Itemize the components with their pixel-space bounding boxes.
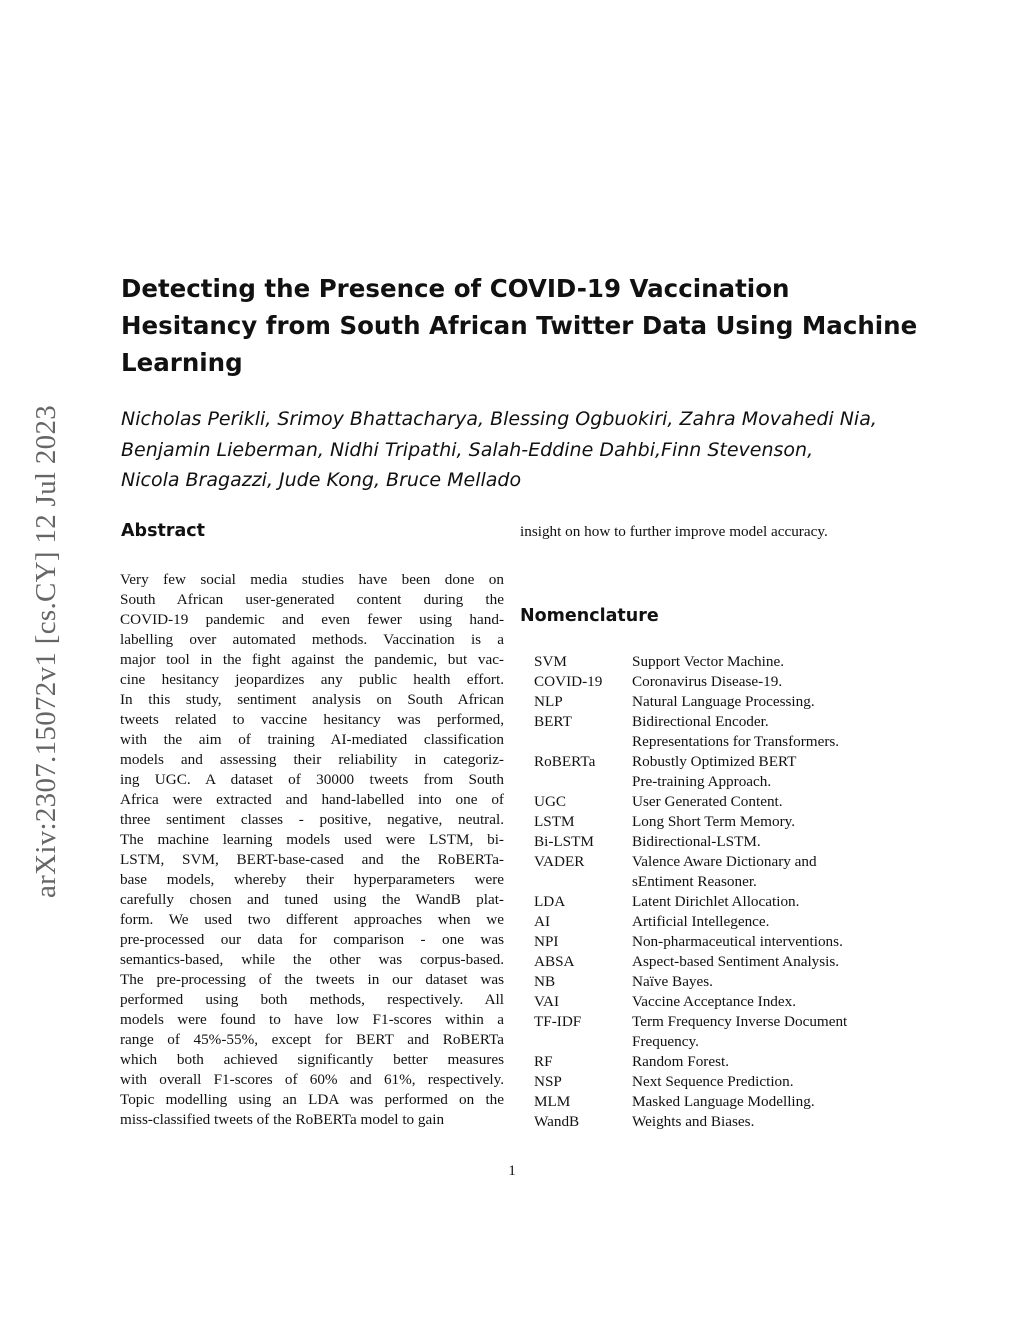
nomenclature-abbreviation: RF xyxy=(534,1053,553,1070)
nomenclature-definition xyxy=(632,812,902,832)
abstract-line: models and assessing their reliability in categoriz- xyxy=(120,751,504,768)
author-line: Benjamin Lieberman, Nidhi Tripathi, Salah-Eddine Dahbi,Finn Stevenson, xyxy=(121,438,814,461)
nomenclature-definition xyxy=(632,1092,902,1112)
definition-line: Natural Language Processing. xyxy=(632,693,815,710)
abstract-line: labelling over automated methods. Vaccination is a xyxy=(120,631,504,648)
definition-line: Bidirectional-LSTM. xyxy=(632,833,761,850)
nomenclature-abbreviation: VADER xyxy=(534,853,585,870)
nomenclature-item xyxy=(534,812,902,832)
abstract-line: South African user-generated content during the xyxy=(120,591,504,608)
nomenclature-definition xyxy=(632,792,902,812)
nomenclature-abbreviation: AI xyxy=(534,913,551,930)
nomenclature-abbreviation: LDA xyxy=(534,893,566,910)
nomenclature-definition xyxy=(632,652,902,672)
definition-line: Coronavirus Disease-19. xyxy=(632,673,783,690)
abstract-line: range of 45%-55%, except for BERT and RoBERTa xyxy=(120,1031,504,1048)
author-list xyxy=(121,404,941,496)
nomenclature-definition xyxy=(632,932,902,952)
nomenclature-abbreviation: MLM xyxy=(534,1093,571,1110)
nomenclature-item xyxy=(534,672,902,692)
nomenclature-item xyxy=(534,712,902,752)
abstract-line: three sentiment classes - positive, negative, neutral. xyxy=(120,811,504,828)
nomenclature-item xyxy=(534,912,902,932)
abstract-line: performed using both methods, respectively. All xyxy=(120,991,504,1008)
abstract-body xyxy=(120,570,504,1130)
abstract-line: Topic modelling using an LDA was performed on the xyxy=(120,1091,504,1108)
abstract-line: base models, whereby their hyperparameters were xyxy=(120,871,504,888)
definition-line: Random Forest. xyxy=(632,1053,730,1070)
abstract-line: form. We used two different approaches when we xyxy=(120,911,504,928)
abstract-line: tweets related to vaccine hesitancy was performed, xyxy=(120,711,504,728)
nomenclature-abbreviation: NB xyxy=(534,973,556,990)
abstract-continuation: insight on how to further improve model accuracy. xyxy=(520,523,828,540)
nomenclature-item xyxy=(534,1072,902,1092)
nomenclature-definition xyxy=(632,912,902,932)
abstract-line: In this study, sentiment analysis on South African xyxy=(120,691,504,708)
page-number: 1 xyxy=(508,1162,516,1179)
abstract-heading: Abstract xyxy=(121,521,206,541)
abstract-line: miss-classified tweets of the RoBERTa model to gain xyxy=(120,1111,445,1128)
nomenclature-item xyxy=(534,892,902,912)
title-line: Hesitancy from South African Twitter Data Using Machine xyxy=(121,311,918,340)
nomenclature-item xyxy=(534,992,902,1012)
abstract-line: major tool in the fight against the pandemic, but vac- xyxy=(120,651,504,668)
abstract-line: with overall F1-scores of 60% and 61%, respectively. xyxy=(120,1071,504,1088)
nomenclature-definition xyxy=(632,1112,902,1132)
nomenclature-definition xyxy=(632,1072,902,1092)
nomenclature-abbreviation: COVID-19 xyxy=(534,673,603,690)
definition-line: Naïve Bayes. xyxy=(632,973,713,990)
nomenclature-abbreviation: NLP xyxy=(534,693,563,710)
abstract-line: models were found to have low F1-scores within a xyxy=(120,1011,504,1028)
arxiv-sidebar xyxy=(18,362,76,940)
nomenclature-abbreviation: LSTM xyxy=(534,813,575,830)
nomenclature-abbreviation: SVM xyxy=(534,653,567,670)
nomenclature-item xyxy=(534,1012,902,1052)
abstract-line: carefully chosen and tuned using the WandB plat- xyxy=(120,891,504,908)
nomenclature-definition xyxy=(632,972,902,992)
nomenclature-abbreviation: VAI xyxy=(534,993,560,1010)
abstract-line: cine hesitancy jeopardizes any public health effort. xyxy=(120,671,504,688)
nomenclature-abbreviation: WandB xyxy=(534,1113,580,1130)
nomenclature-abbreviation: ABSA xyxy=(534,953,575,970)
abstract-line: Very few social media studies have been done on xyxy=(120,571,504,588)
abstract-line: The machine learning models used were LSTM, bi- xyxy=(120,831,504,848)
nomenclature-definition xyxy=(632,1012,902,1052)
definition-line: Artificial Intellegence. xyxy=(632,913,770,930)
definition-line: Non-pharmaceutical interventions. xyxy=(632,933,843,950)
nomenclature-abbreviation: TF-IDF xyxy=(534,1013,582,1030)
definition-line: Next Sequence Prediction. xyxy=(632,1073,794,1090)
nomenclature-heading: Nomenclature xyxy=(520,606,659,626)
nomenclature-item xyxy=(534,1092,902,1112)
nomenclature-definition xyxy=(632,892,902,912)
abstract-line: semantics-based, while the other was corpus-based. xyxy=(120,951,504,968)
title-line: Detecting the Presence of COVID-19 Vaccination xyxy=(121,274,790,303)
abstract-line: ing UGC. A dataset of 30000 tweets from South xyxy=(120,771,504,788)
definition-line: Robustly Optimized BERT xyxy=(632,753,797,770)
arxiv-identifier: arXiv:2307.15072v1 [cs.CY] 12 Jul 2023 xyxy=(30,404,63,898)
nomenclature-abbreviation: UGC xyxy=(534,793,567,810)
author-line: Nicholas Perikli, Srimoy Bhattacharya, Blessing Ogbuokiri, Zahra Movahedi Nia, xyxy=(121,408,877,430)
definition-line: Term Frequency Inverse Document xyxy=(632,1013,848,1030)
abstract-line: COVID-19 pandemic and even fewer using hand- xyxy=(120,611,504,628)
abstract-line: with the aim of training AI-mediated classification xyxy=(120,731,504,748)
nomenclature-item xyxy=(534,1112,902,1132)
nomenclature-definition xyxy=(632,992,902,1012)
definition-line: sEntiment Reasoner. xyxy=(632,873,757,890)
definition-line: Masked Language Modelling. xyxy=(632,1093,815,1110)
nomenclature-definition xyxy=(632,672,902,692)
nomenclature-item xyxy=(534,752,902,792)
nomenclature-item xyxy=(534,852,902,892)
nomenclature-abbreviation: BERT xyxy=(534,713,572,730)
nomenclature-item xyxy=(534,692,902,712)
definition-line: User Generated Content. xyxy=(632,793,783,810)
definition-line: Valence Aware Dictionary and xyxy=(632,853,817,870)
definition-line: Frequency. xyxy=(632,1033,699,1050)
nomenclature-abbreviation: NPI xyxy=(534,933,559,950)
nomenclature-item xyxy=(534,792,902,812)
nomenclature-definition xyxy=(632,692,902,712)
definition-line: Bidirectional Encoder. xyxy=(632,713,769,730)
nomenclature-abbreviation: NSP xyxy=(534,1073,562,1090)
nomenclature-definition xyxy=(632,1052,902,1072)
definition-line: Weights and Biases. xyxy=(632,1113,755,1130)
definition-line: Pre-training Approach. xyxy=(632,773,772,790)
paper-title xyxy=(121,270,921,381)
nomenclature-item xyxy=(534,832,902,852)
definition-line: Aspect-based Sentiment Analysis. xyxy=(632,953,840,970)
abstract-line: Africa were extracted and hand-labelled into one of xyxy=(120,791,504,808)
definition-line: Support Vector Machine. xyxy=(632,653,784,670)
definition-line: Representations for Transformers. xyxy=(632,733,840,750)
abstract-line: The pre-processing of the tweets in our dataset was xyxy=(120,971,504,988)
nomenclature-item xyxy=(534,972,902,992)
nomenclature-definition xyxy=(632,952,902,972)
nomenclature-item xyxy=(534,1052,902,1072)
author-line: Nicola Bragazzi, Jude Kong, Bruce Mellado xyxy=(121,469,522,491)
nomenclature-list xyxy=(534,652,902,1132)
definition-line: Vaccine Acceptance Index. xyxy=(632,993,797,1010)
abstract-line: LSTM, SVM, BERT-base-cased and the RoBERTa- xyxy=(120,851,504,868)
nomenclature-item xyxy=(534,652,902,672)
title-line: Learning xyxy=(121,348,243,377)
nomenclature-definition xyxy=(632,712,902,752)
nomenclature-definition xyxy=(632,832,902,852)
nomenclature-definition xyxy=(632,752,902,792)
definition-line: Long Short Term Memory. xyxy=(632,813,796,830)
definition-line: Latent Dirichlet Allocation. xyxy=(632,893,800,910)
nomenclature-abbreviation: Bi-LSTM xyxy=(534,833,594,850)
abstract-line: pre-processed our data for comparison - one was xyxy=(120,931,504,948)
nomenclature-definition xyxy=(632,852,902,892)
nomenclature-item xyxy=(534,952,902,972)
nomenclature-abbreviation: RoBERTa xyxy=(534,753,596,770)
abstract-line: which both achieved significantly better measures xyxy=(120,1051,504,1068)
nomenclature-item xyxy=(534,932,902,952)
